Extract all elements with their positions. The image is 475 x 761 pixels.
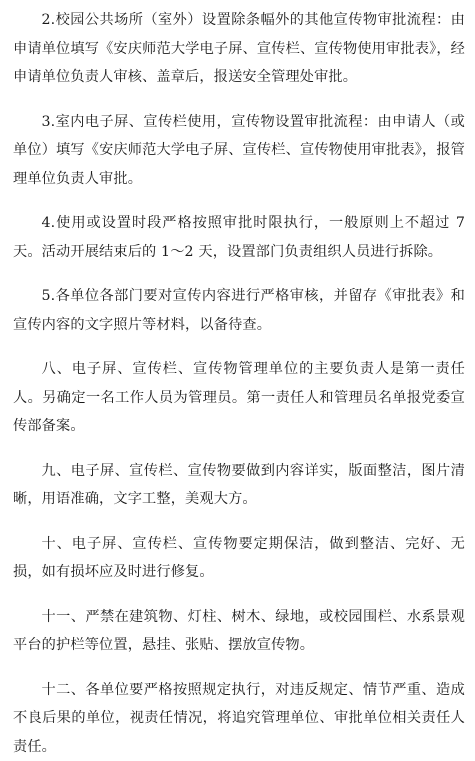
paragraph-article-9: 九、电子屏、宣传栏、宣传物要做到内容详实，版面整洁，图片清晰，用语准确，文字工整，美观大方。 [13,457,465,514]
paragraph-approval-outdoor: 2.校园公共场所（室外）设置除条幅外的其他宣传物审批流程：由申请单位填写《安庆师范大学电子屏、宣传栏、宣传物使用审批表》，经申请单位负责人审核、盖章后，报送安全管理处审批。 [13,6,465,92]
paragraph-time-limit: 4.使用或设置时段严格按照审批时限执行，一般原则上不超过 7 天。活动开展结束后的 1～2 天，设置部门负责组织人员进行拆除。 [13,209,465,266]
paragraph-article-12: 十二、各单位要严格按照规定执行，对违反规定、情节严重、造成不良后果的单位，视责任情况，将追究管理单位、审批单位相关责任人责任。 [13,676,465,761]
paragraph-content-review: 5.各单位各部门要对宣传内容进行严格审核，并留存《审批表》和宣传内容的文字照片等材料，以备待查。 [13,282,465,339]
paragraph-article-10: 十、电子屏、宣传栏、宣传物要定期保洁，做到整洁、完好、无损，如有损坏应及时进行修复。 [13,530,465,587]
paragraph-approval-indoor: 3.室内电子屏、宣传栏使用，宣传物设置审批流程：由申请人（或单位）填写《安庆师范大学电子屏、宣传栏、宣传物使用审批表》，报管理单位负责人审批。 [13,108,465,194]
paragraph-article-11: 十一、严禁在建筑物、灯柱、树木、绿地，或校园围栏、水系景观平台的护栏等位置，悬挂、张贴、摆放宣传物。 [13,603,465,660]
paragraph-article-8: 八、电子屏、宣传栏、宣传物管理单位的主要负责人是第一责任人。另确定一名工作人员为管理员。第一责任人和管理员名单报党委宣传部备案。 [13,355,465,441]
